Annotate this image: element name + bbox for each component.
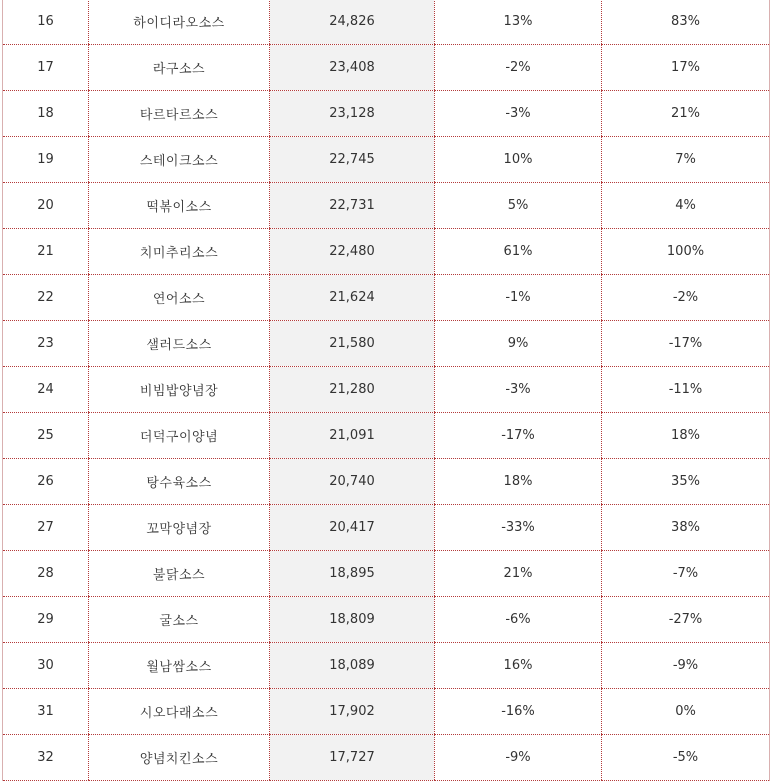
table-row — [3, 413, 770, 459]
change-b-cell: 4% — [602, 183, 770, 229]
table-row — [3, 91, 770, 137]
change-a-cell: -33% — [435, 505, 602, 551]
search-count-cell: 24,826 — [270, 0, 435, 45]
change-a-cell: 10% — [435, 137, 602, 183]
search-count-cell: 20,740 — [270, 459, 435, 505]
sauce-name-cell: 꼬막양념장 — [89, 505, 270, 551]
sauce-name-cell: 치미추리소스 — [89, 229, 270, 275]
change-b-cell: 100% — [602, 229, 770, 275]
sauce-name-cell: 타르타르소스 — [89, 91, 270, 137]
table-row — [3, 321, 770, 367]
search-count-cell: 20,417 — [270, 505, 435, 551]
search-count-cell: 21,280 — [270, 367, 435, 413]
change-b-cell: -11% — [602, 367, 770, 413]
rank-cell: 32 — [3, 735, 89, 781]
search-count-cell: 18,895 — [270, 551, 435, 597]
change-b-cell: 18% — [602, 413, 770, 459]
table-row — [3, 459, 770, 505]
search-count-cell: 21,580 — [270, 321, 435, 367]
change-b-cell: 35% — [602, 459, 770, 505]
table-row — [3, 275, 770, 321]
change-b-cell: -27% — [602, 597, 770, 643]
rank-cell: 26 — [3, 459, 89, 505]
change-a-cell: -1% — [435, 275, 602, 321]
search-count-cell: 23,408 — [270, 45, 435, 91]
rank-cell: 29 — [3, 597, 89, 643]
change-a-cell: -2% — [435, 45, 602, 91]
change-a-cell: -6% — [435, 597, 602, 643]
rank-cell: 20 — [3, 183, 89, 229]
rank-cell: 19 — [3, 137, 89, 183]
table-row — [3, 0, 770, 45]
sauce-name-cell: 떡볶이소스 — [89, 183, 270, 229]
change-a-cell: -3% — [435, 91, 602, 137]
change-b-cell: -17% — [602, 321, 770, 367]
sauce-name-cell: 비빔밥양념장 — [89, 367, 270, 413]
change-b-cell: 17% — [602, 45, 770, 91]
search-count-cell: 21,624 — [270, 275, 435, 321]
table-row — [3, 183, 770, 229]
table-row — [3, 367, 770, 413]
change-a-cell: 18% — [435, 459, 602, 505]
rank-cell: 28 — [3, 551, 89, 597]
change-a-cell: 61% — [435, 229, 602, 275]
change-a-cell: -3% — [435, 367, 602, 413]
table-row — [3, 45, 770, 91]
table-row — [3, 505, 770, 551]
change-a-cell: 5% — [435, 183, 602, 229]
change-b-cell: 38% — [602, 505, 770, 551]
change-a-cell: -16% — [435, 689, 602, 735]
change-a-cell: 21% — [435, 551, 602, 597]
rank-cell: 24 — [3, 367, 89, 413]
sauce-name-cell: 탕수육소스 — [89, 459, 270, 505]
table-row — [3, 229, 770, 275]
search-count-cell: 22,480 — [270, 229, 435, 275]
search-count-cell: 22,731 — [270, 183, 435, 229]
rank-cell: 21 — [3, 229, 89, 275]
search-count-cell: 18,089 — [270, 643, 435, 689]
change-b-cell: 83% — [602, 0, 770, 45]
search-count-cell: 21,091 — [270, 413, 435, 459]
rank-cell: 31 — [3, 689, 89, 735]
table-row — [3, 689, 770, 735]
table-row — [3, 551, 770, 597]
search-count-cell: 23,128 — [270, 91, 435, 137]
rank-cell: 30 — [3, 643, 89, 689]
table-row — [3, 643, 770, 689]
change-a-cell: 16% — [435, 643, 602, 689]
change-a-cell: 13% — [435, 0, 602, 45]
ranking-table — [2, 0, 770, 781]
search-count-cell: 17,902 — [270, 689, 435, 735]
change-a-cell: -9% — [435, 735, 602, 781]
sauce-name-cell: 월남쌈소스 — [89, 643, 270, 689]
search-count-cell: 22,745 — [270, 137, 435, 183]
rank-cell: 25 — [3, 413, 89, 459]
change-b-cell: -2% — [602, 275, 770, 321]
ranking-table-body — [3, 0, 770, 781]
change-b-cell: -5% — [602, 735, 770, 781]
sauce-name-cell: 라구소스 — [89, 45, 270, 91]
sauce-name-cell: 하이디라오소스 — [89, 0, 270, 45]
rank-cell: 22 — [3, 275, 89, 321]
change-b-cell: 21% — [602, 91, 770, 137]
change-b-cell: 0% — [602, 689, 770, 735]
rank-cell: 17 — [3, 45, 89, 91]
sauce-name-cell: 샐러드소스 — [89, 321, 270, 367]
change-a-cell: 9% — [435, 321, 602, 367]
sauce-name-cell: 굴소스 — [89, 597, 270, 643]
sauce-name-cell: 연어소스 — [89, 275, 270, 321]
change-b-cell: -7% — [602, 551, 770, 597]
sauce-name-cell: 스테이크소스 — [89, 137, 270, 183]
table-row — [3, 597, 770, 643]
rank-cell: 27 — [3, 505, 89, 551]
change-b-cell: 7% — [602, 137, 770, 183]
sauce-name-cell: 시오다래소스 — [89, 689, 270, 735]
sauce-name-cell: 양념치킨소스 — [89, 735, 270, 781]
change-b-cell: -9% — [602, 643, 770, 689]
search-count-cell: 17,727 — [270, 735, 435, 781]
change-a-cell: -17% — [435, 413, 602, 459]
rank-cell: 18 — [3, 91, 89, 137]
table-row — [3, 137, 770, 183]
table-row — [3, 735, 770, 781]
rank-cell: 23 — [3, 321, 89, 367]
rank-cell: 16 — [3, 0, 89, 45]
sauce-name-cell: 더덕구이양념 — [89, 413, 270, 459]
search-count-cell: 18,809 — [270, 597, 435, 643]
sauce-name-cell: 불닭소스 — [89, 551, 270, 597]
